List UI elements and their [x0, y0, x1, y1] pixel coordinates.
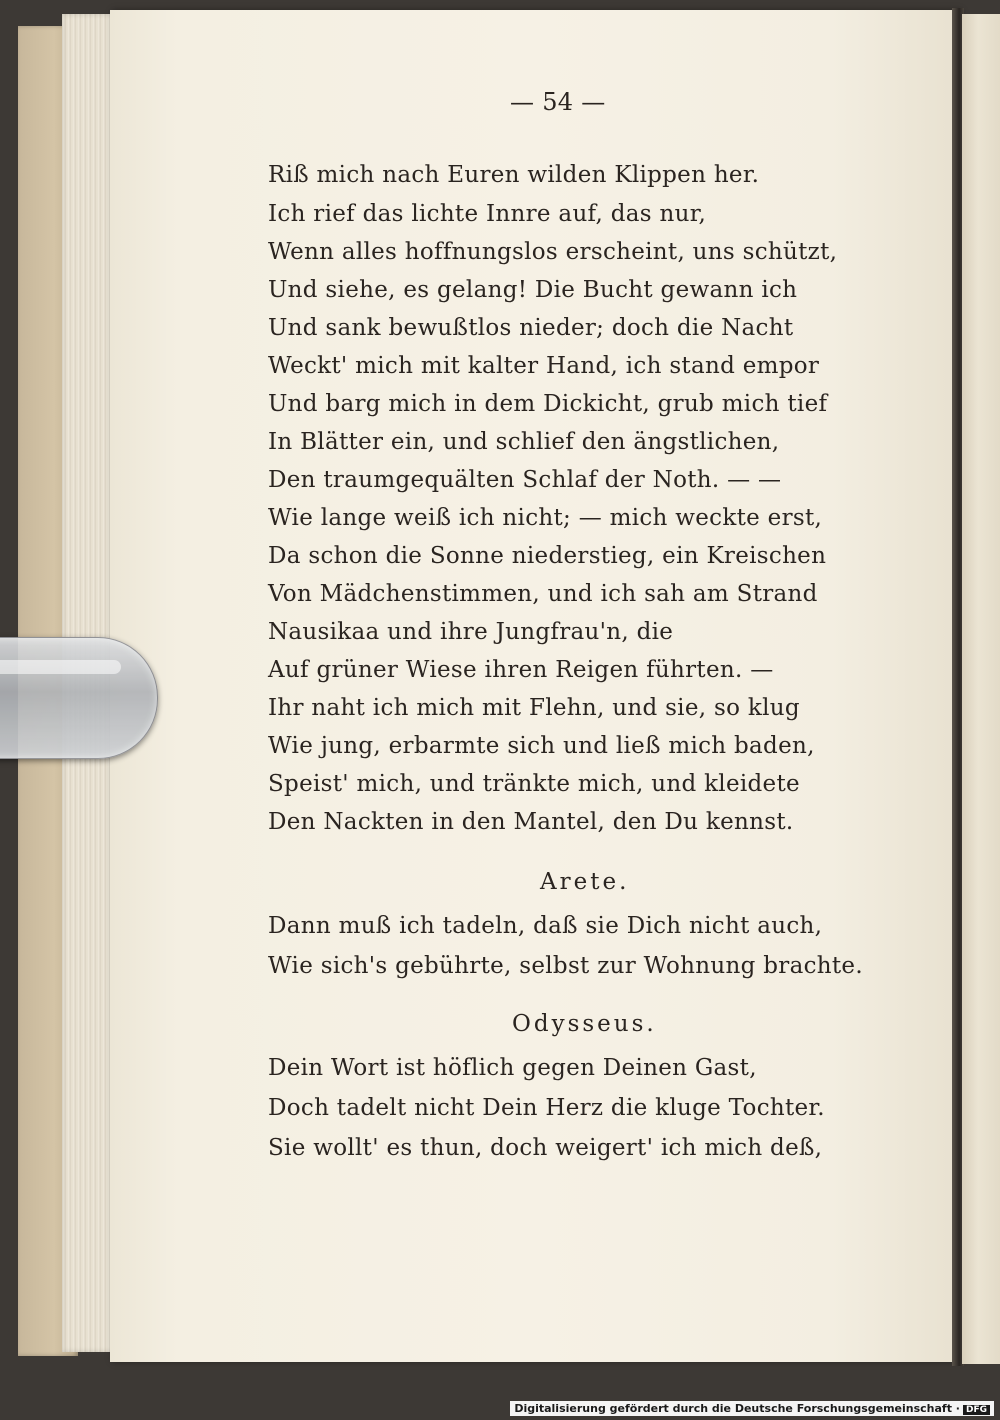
verse-line: Dein Wort ist höflich gegen Deinen Gast, [268, 1055, 757, 1081]
page-number: — 54 — [510, 88, 606, 116]
verse-line: In Blätter ein, und schlief den ängstlichen, [268, 429, 780, 455]
verse-line: Wie jung, erbarmte sich und ließ mich baden, [268, 733, 815, 759]
verse-line: Wenn alles hoffnungslos erscheint, uns schützt, [268, 239, 838, 265]
verse-line: Wie sich's gebührte, selbst zur Wohnung brachte. [268, 953, 863, 979]
verse-line: Da schon die Sonne niederstieg, ein Kreischen [268, 543, 827, 569]
verse-line: Sie wollt' es thun, doch weigert' ich mich deß, [268, 1135, 823, 1161]
verse-line: Ihr naht ich mich mit Flehn, und sie, so klug [268, 695, 800, 721]
verse-line: Den traumgequälten Schlaf der Noth. — — [268, 467, 782, 493]
verse-line: Speist' mich, und tränkte mich, und kleidete [268, 771, 800, 797]
verse-line: Doch tadelt nicht Dein Herz die kluge Tochter. [268, 1095, 825, 1121]
verse-line: Riß mich nach Euren wilden Klippen her. [268, 162, 760, 188]
verse-line: Den Nackten in den Mantel, den Du kennst. [268, 809, 794, 835]
verse-line: Dann muß ich tadeln, daß sie Dich nicht auch, [268, 913, 823, 939]
verse-line: Und sank bewußtlos nieder; doch die Nacht [268, 315, 794, 341]
verse-line: Weckt' mich mit kalter Hand, ich stand empor [268, 353, 820, 379]
verse-line: Nausikaa und ihre Jungfrau'n, die [268, 619, 674, 645]
speaker-name: Arete. [540, 869, 630, 895]
digitization-footer [510, 1401, 994, 1416]
dfg-logo: DFG [963, 1405, 990, 1415]
speaker-name: Odysseus. [512, 1011, 657, 1037]
verse-line: Und barg mich in dem Dickicht, grub mich tief [268, 391, 828, 417]
verse-line: Ich rief das lichte Innre auf, das nur, [268, 201, 707, 227]
verse-line: Und siehe, es gelang! Die Bucht gewann ich [268, 277, 798, 303]
page-clamp [0, 637, 158, 759]
verse-line: Von Mädchenstimmen, und ich sah am Strand [268, 581, 818, 607]
verse-line: Wie lange weiß ich nicht; — mich weckte erst, [268, 505, 823, 531]
verse-line: Auf grüner Wiese ihren Reigen führten. — [268, 657, 774, 683]
facing-page-edge [962, 14, 1000, 1364]
footer-text: Digitalisierung gefördert durch die Deutsche Forschungsgemeinschaft · [514, 1402, 960, 1415]
